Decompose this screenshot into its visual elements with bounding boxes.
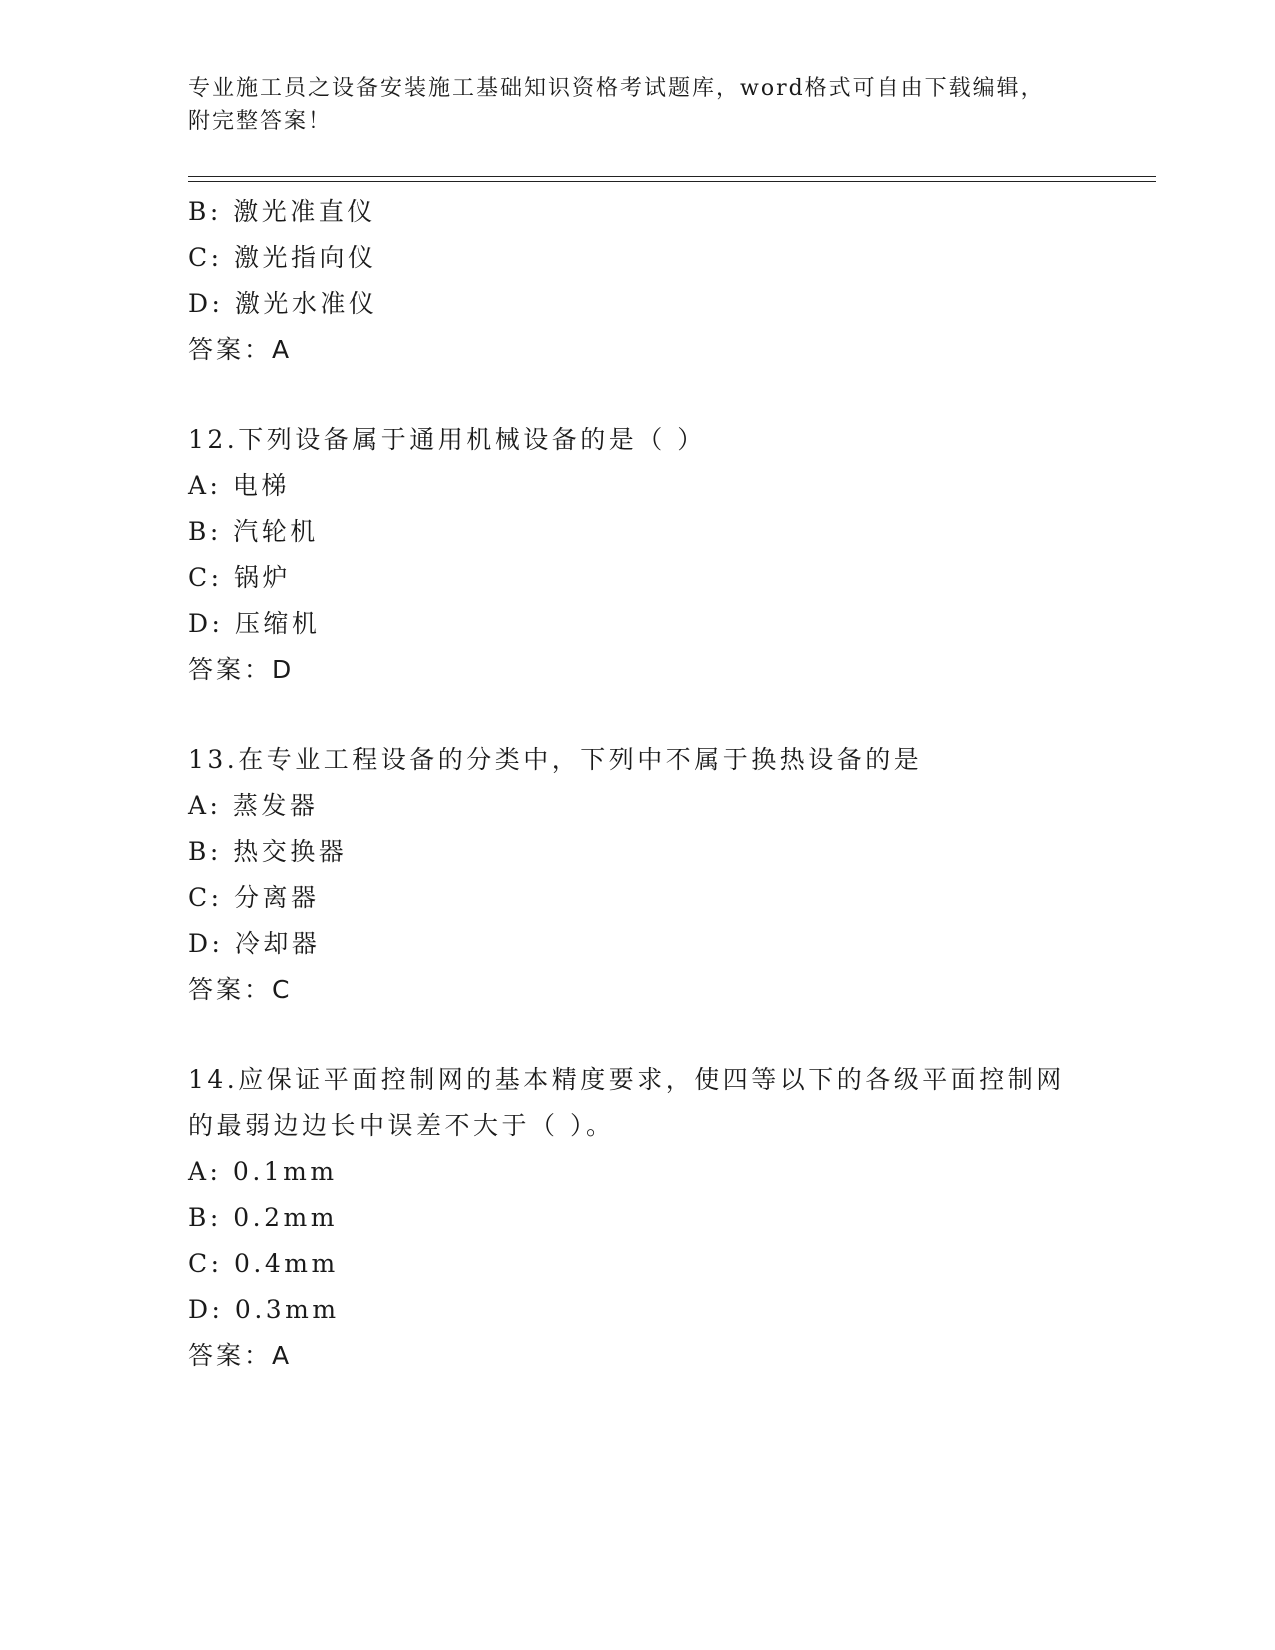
- spacer: [188, 1013, 1088, 1057]
- option-d: D: 激光水准仪: [188, 289, 378, 318]
- option-a: A: 蒸发器: [188, 791, 319, 820]
- question-11-tail: [188, 189, 1088, 373]
- question-stem: 12.下列设备属于通用机械设备的是（ ）: [188, 425, 706, 454]
- option-a: A: 电梯: [188, 471, 290, 500]
- answer-line: 答案：A: [188, 335, 293, 364]
- option-d: D: 冷却器: [188, 929, 321, 958]
- answer-line: 答案：C: [188, 975, 293, 1004]
- header-line-2: 附完整答案！: [188, 109, 333, 134]
- option-d: D: 0.3mm: [188, 1295, 340, 1324]
- option-c: C: 分离器: [188, 883, 320, 912]
- option-c: C: 激光指向仪: [188, 243, 377, 272]
- document-header: [188, 72, 1088, 138]
- option-b: B: 热交换器: [188, 837, 348, 866]
- question-stem-line-1: 14.应保证平面控制网的基本精度要求，使四等以下的各级平面控制网: [188, 1065, 1065, 1094]
- answer-line: 答案：D: [188, 655, 295, 684]
- question-13: [188, 737, 1088, 1013]
- option-d: D: 压缩机: [188, 609, 321, 638]
- option-b: B: 0.2mm: [188, 1203, 338, 1232]
- answer-line: 答案：A: [188, 1341, 293, 1370]
- option-b: B: 汽轮机: [188, 517, 319, 546]
- question-12: [188, 417, 1088, 693]
- option-a: A: 0.1mm: [188, 1157, 338, 1186]
- option-b: B: 激光准直仪: [188, 197, 376, 226]
- option-c: C: 锅炉: [188, 563, 291, 592]
- header-rule-top: [188, 176, 1156, 177]
- spacer: [188, 373, 1088, 417]
- spacer: [188, 693, 1088, 737]
- header-rule-bottom: [188, 181, 1156, 182]
- question-stem: 13.在专业工程设备的分类中，下列中不属于换热设备的是: [188, 745, 923, 774]
- question-stem-line-2: 的最弱边边长中误差不大于（ ）。: [188, 1111, 615, 1140]
- question-list: [188, 189, 1088, 1379]
- header-line-1: 专业施工员之设备安装施工基础知识资格考试题库，word格式可自由下载编辑，: [188, 76, 1045, 101]
- option-c: C: 0.4mm: [188, 1249, 339, 1278]
- question-14: [188, 1057, 1088, 1379]
